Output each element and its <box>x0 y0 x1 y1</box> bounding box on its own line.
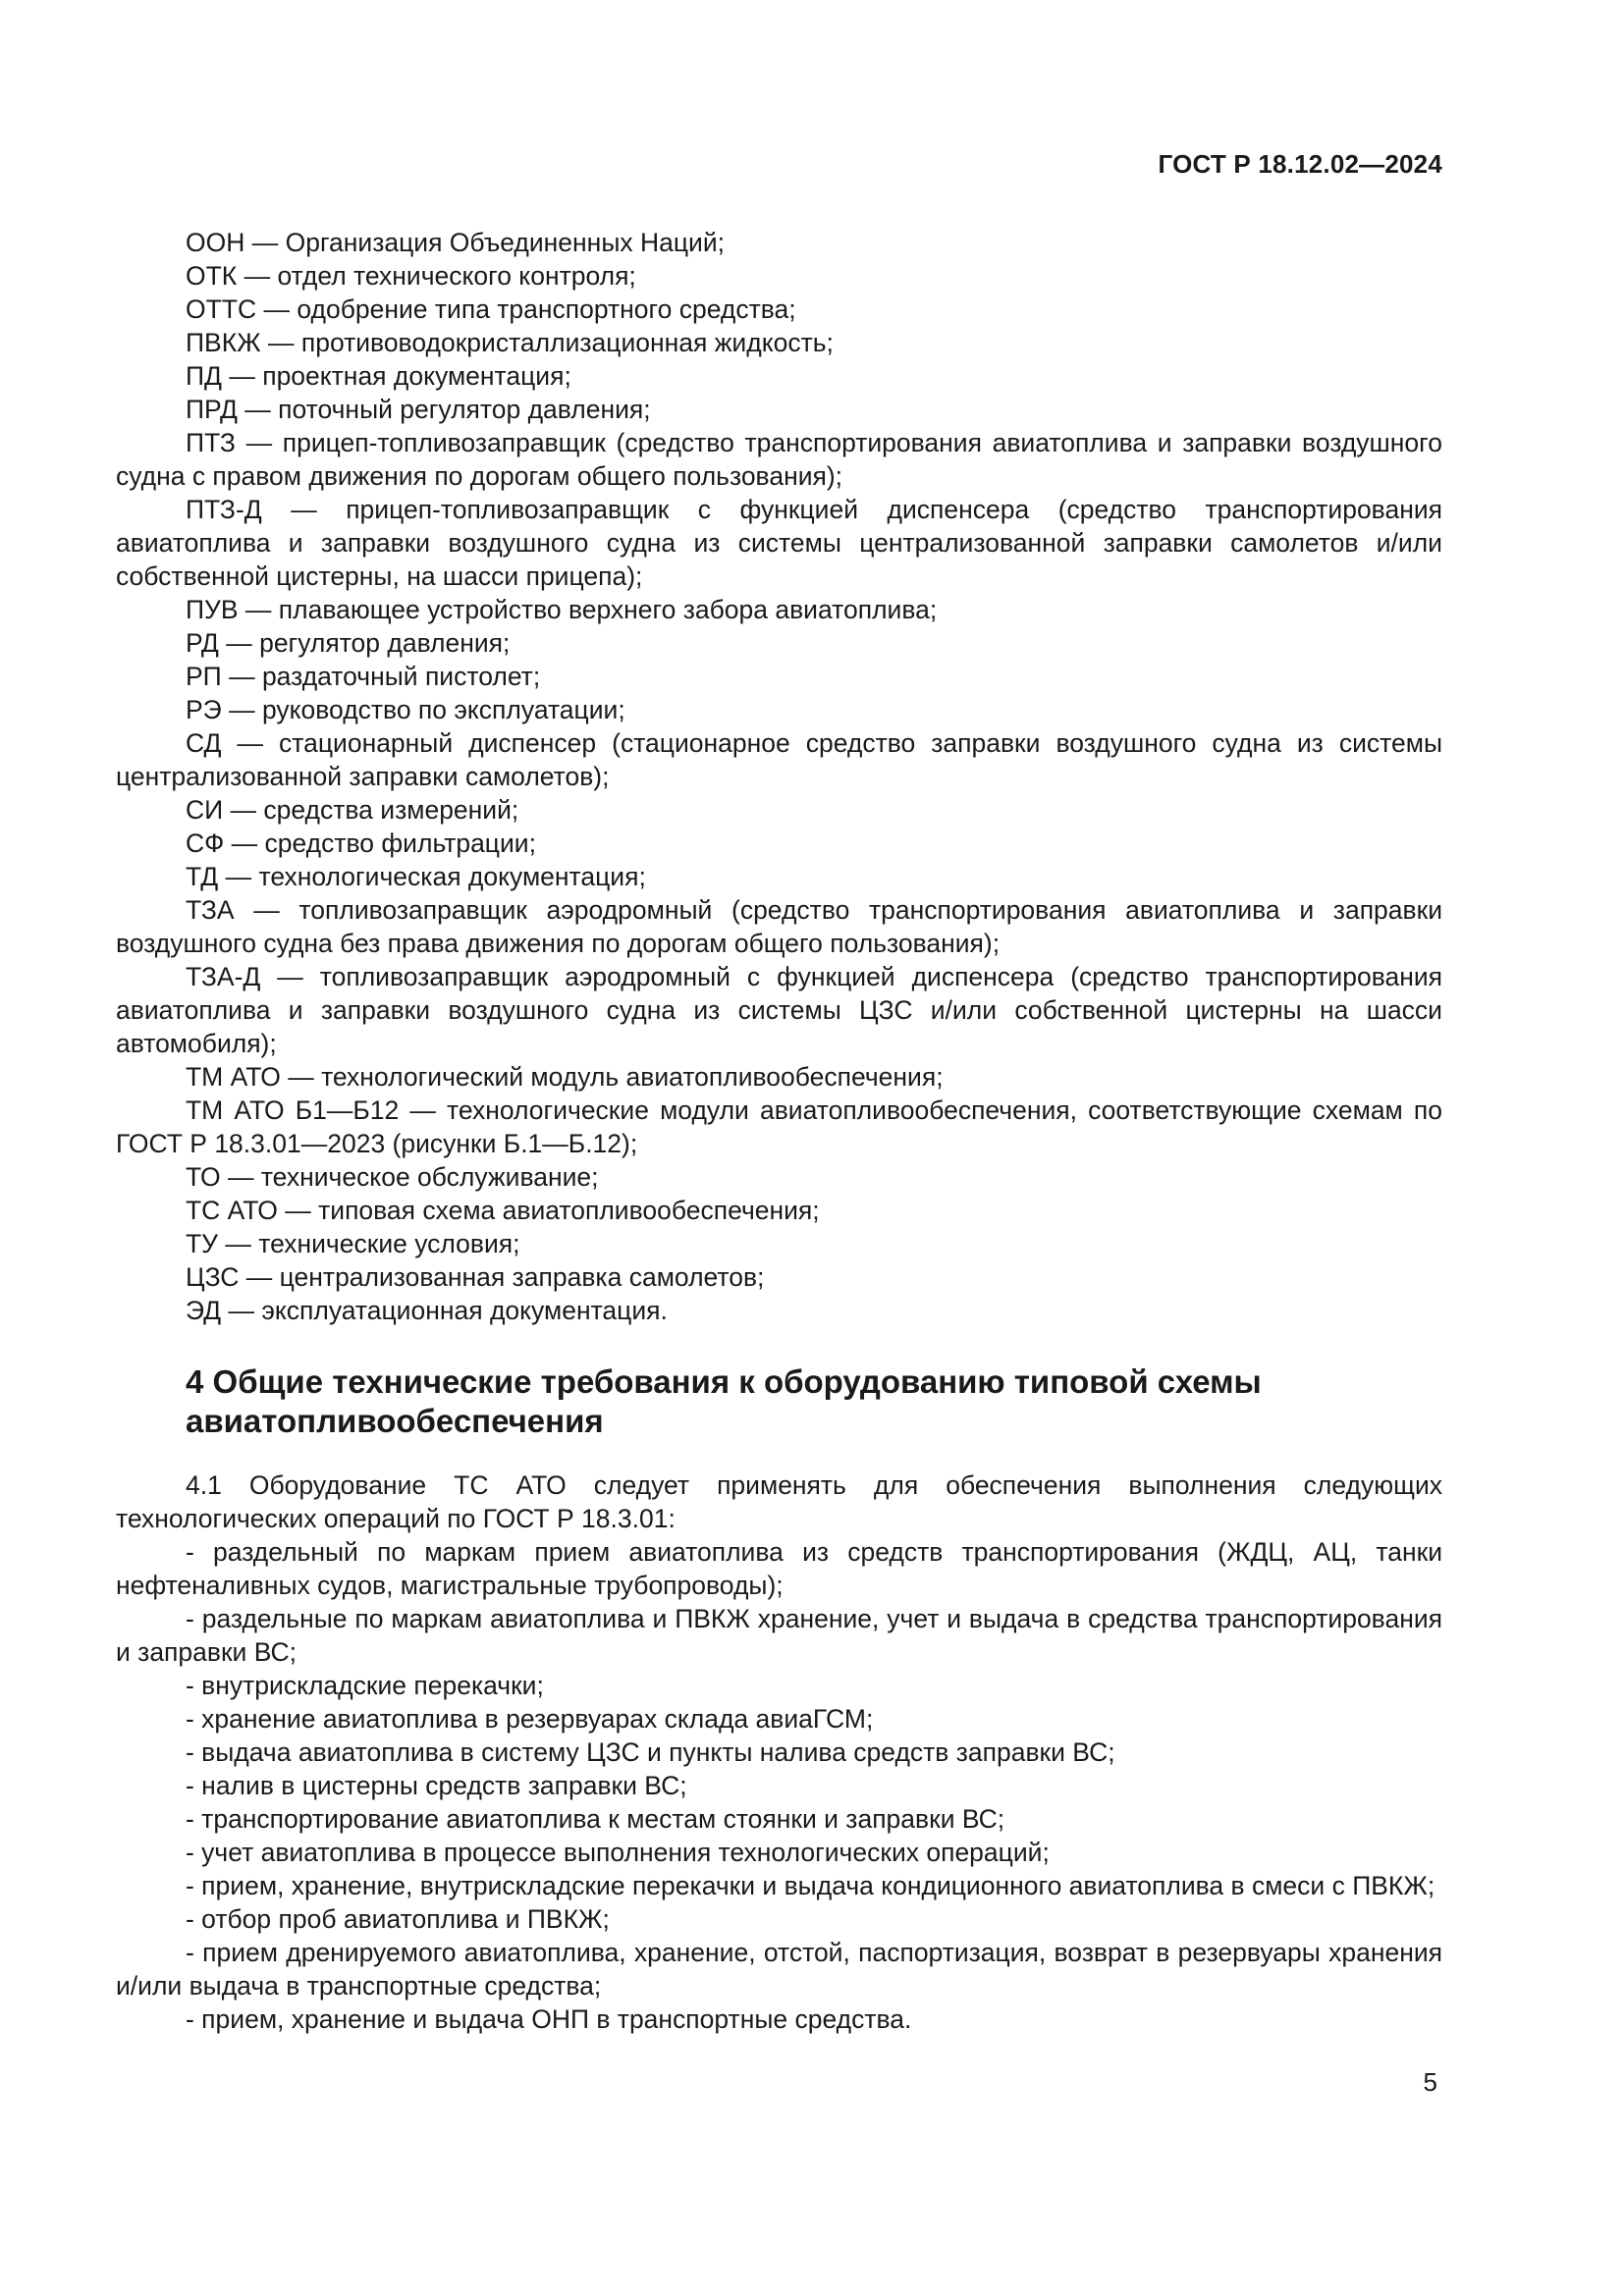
list-item: ТЗА — топливозаправщик аэродромный (средство транспортирования авиатоплива и заправки воздушного судна без права движения по дорогам общего пользования); <box>116 895 1442 958</box>
list-item: ЦЗС — централизованная заправка самолетов; <box>186 1262 765 1292</box>
list-item: ТЗА-Д — топливозаправщик аэродромный с функцией диспенсера (средство транспортирования авиатоплива и заправки воздушного судна из системы ЦЗС и/или собственной цистерны на шасси автомобиля); <box>116 962 1442 1058</box>
list-item: - учет авиатоплива в процессе выполнения технологических операций; <box>186 1838 1050 1867</box>
list-item: - прием дренируемого авиатоплива, хранение, отстой, паспортизация, возврат в резервуары хранения и/или выдача в транспортные средства; <box>116 1938 1442 2001</box>
document-body <box>116 226 1442 2036</box>
document-header: ГОСТ Р 18.12.02—2024 <box>1158 149 1442 179</box>
section-title: 4 Общие технические требования к оборудованию типовой схемы авиатопливообеспечения <box>186 1363 1262 1439</box>
section-intro: 4.1 Оборудование ТС АТО следует применять для обеспечения выполнения следующих технологических операций по ГОСТ Р 18.3.01: <box>116 1470 1442 1533</box>
list-item: - хранение авиатоплива в резервуарах склада авиаГСМ; <box>186 1704 874 1734</box>
list-item: ТУ — технические условия; <box>186 1229 520 1258</box>
list-item: ТС АТО — типовая схема авиатопливообеспечения; <box>186 1196 820 1225</box>
list-item: - отбор проб авиатоплива и ПВКЖ; <box>186 1904 610 1934</box>
list-item: ПРД — поточный регулятор давления; <box>186 395 651 424</box>
list-item: ПТЗ-Д — прицеп-топливозаправщик с функцией диспенсера (средство транспортирования авиатоплива и заправки воздушного судна из системы централизованной заправки самолетов и/или собственной цистерны, на шасси прицепа); <box>116 495 1442 591</box>
list-item: - транспортирование авиатоплива к местам стоянки и заправки ВС; <box>186 1804 1005 1834</box>
list-item: - раздельный по маркам прием авиатоплива из средств транспортирования (ЖДЦ, АЦ, танки нефтеналивных судов, магистральные трубопроводы); <box>116 1537 1442 1600</box>
list-item: - прием, хранение и выдача ОНП в транспортные средства. <box>186 2004 912 2034</box>
list-item: - внутрискладские перекачки; <box>186 1671 544 1700</box>
list-item: ОТТС — одобрение типа транспортного средства; <box>186 294 796 324</box>
abbreviation-list <box>116 226 1442 1327</box>
list-item: ОТК — отдел технического контроля; <box>186 261 636 291</box>
list-item: ПУВ — плавающее устройство верхнего забора авиатоплива; <box>186 595 938 624</box>
list-item: ТМ АТО Б1—Б12 — технологические модули авиатопливообеспечения, соответствующие схемам по ГОСТ Р 18.3.01—2023 (рисунки Б.1—Б.12); <box>116 1095 1442 1158</box>
list-item: СИ — средства измерений; <box>186 795 519 825</box>
list-item: ООН — Организация Объединенных Наций; <box>186 228 725 257</box>
list-item: РЭ — руководство по эксплуатации; <box>186 695 625 724</box>
list-item: ПД — проектная документация; <box>186 361 571 391</box>
requirements-list <box>116 1535 1442 2036</box>
list-item: ТО — техническое обслуживание; <box>186 1162 599 1192</box>
page-number: 5 <box>1423 2067 1437 2097</box>
list-item: ТД — технологическая документация; <box>186 862 646 891</box>
list-item: СФ — средство фильтрации; <box>186 828 536 858</box>
list-item: ТМ АТО — технологический модуль авиатопливообеспечения; <box>186 1062 944 1092</box>
list-item: ЭД — эксплуатационная документация. <box>186 1296 668 1325</box>
list-item: РД — регулятор давления; <box>186 628 511 658</box>
list-item: - налив в цистерны средств заправки ВС; <box>186 1771 687 1800</box>
list-item: - раздельные по маркам авиатоплива и ПВКЖ хранение, учет и выдача в средства транспортирования и заправки ВС; <box>116 1604 1442 1667</box>
list-item: СД — стационарный диспенсер (стационарное средство заправки воздушного судна из системы централизованной заправки самолетов); <box>116 728 1442 791</box>
list-item: ПВКЖ — противоводокристаллизационная жидкость; <box>186 328 834 357</box>
list-item: - прием, хранение, внутрискладские перекачки и выдача кондиционного авиатоплива в смеси с ПВКЖ; <box>186 1871 1435 1900</box>
list-item: ПТЗ — прицеп-топливозаправщик (средство транспортирования авиатоплива и заправки воздушного судна с правом движения по дорогам общего пользования); <box>116 428 1442 491</box>
list-item: - выдача авиатоплива в систему ЦЗС и пункты налива средств заправки ВС; <box>186 1737 1115 1767</box>
list-item: РП — раздаточный пистолет; <box>186 662 541 691</box>
